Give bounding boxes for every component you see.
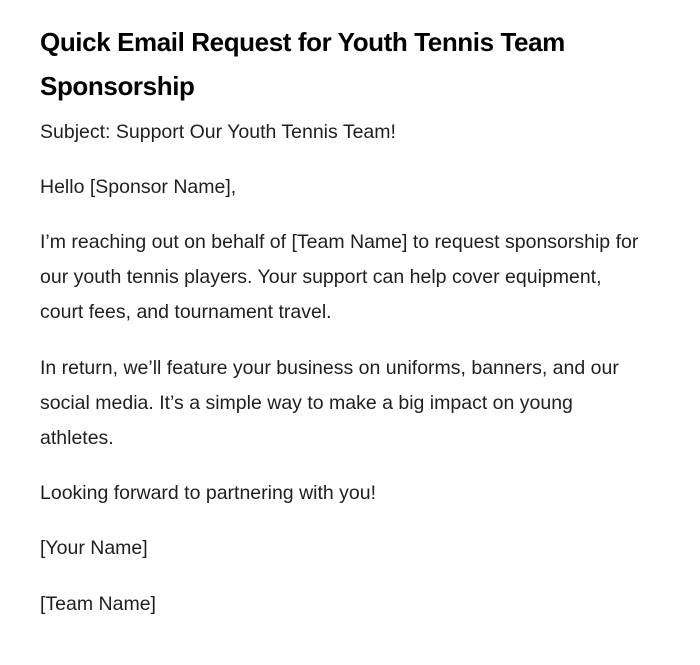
signature-team-name: [Team Name] (40, 593, 156, 615)
email-greeting: Hello [Sponsor Name], (40, 176, 237, 198)
email-closing-line: Looking forward to partnering with you! (40, 482, 377, 504)
email-subject-line: Subject: Support Our Youth Tennis Team! (40, 121, 396, 143)
email-body-paragraph-benefits: In return, we’ll feature your business on uniforms, banners, and our social media. It’s a simple way to make a big impact on young athletes. (40, 357, 619, 449)
email-template-document (40, 20, 650, 622)
signature-name: [Your Name] (40, 537, 148, 559)
document-title: Quick Email Request for Youth Tennis Team Sponsorship (40, 27, 565, 101)
email-body-paragraph-request: I’m reaching out on behalf of [Team Name] to request sponsorship for our youth tennis players. Your support can help cover equipment, court fees, and tournament travel. (40, 231, 639, 323)
